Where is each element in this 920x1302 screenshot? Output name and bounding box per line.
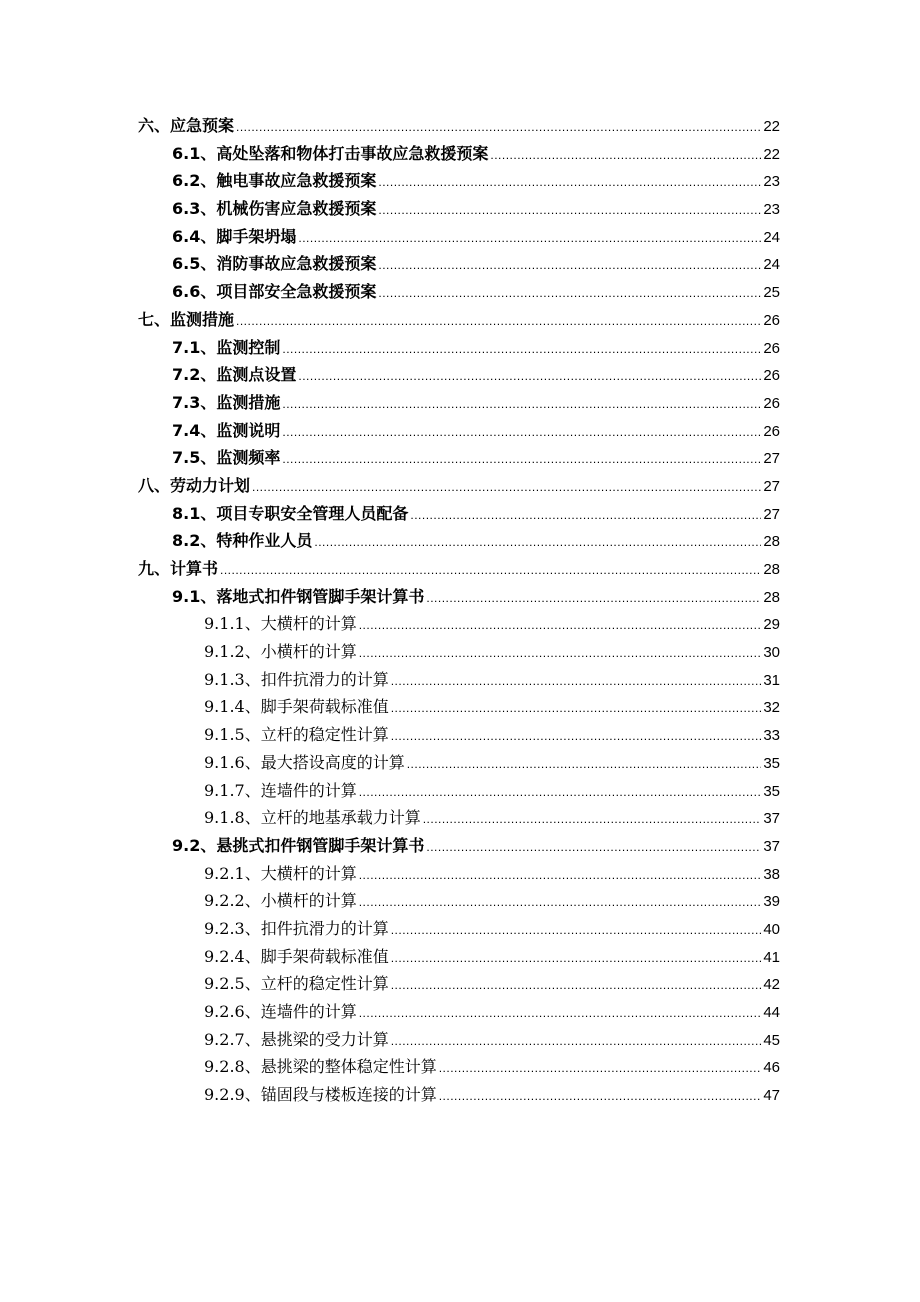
toc-page-number: 42 [763, 976, 780, 994]
toc-entry-title: 7.3、监测措施 [172, 392, 281, 412]
dot-leader [314, 529, 761, 557]
toc-page-number: 44 [763, 1004, 780, 1021]
dot-leader [391, 1028, 762, 1056]
toc-page-number: 32 [763, 699, 780, 717]
dot-leader [391, 945, 762, 973]
dot-leader [391, 723, 762, 751]
toc-entry-title: 8.2、特种作业人员 [172, 531, 313, 551]
toc-entry[interactable] [138, 749, 780, 777]
toc-page-number: 31 [763, 671, 780, 689]
toc-page-number: 37 [763, 837, 780, 855]
dot-leader [391, 972, 762, 1000]
dot-leader [359, 862, 762, 890]
toc-entry-title: 9.1.8、立杆的地基承载力计算 [204, 808, 421, 828]
toc-entry[interactable] [138, 167, 780, 195]
toc-entry-title: 9.2.4、脚手架荷载标准值 [204, 946, 389, 966]
toc-entry-title: 6.4、脚手架坍塌 [172, 226, 297, 246]
table-of-contents [138, 112, 780, 1109]
toc-entry[interactable] [138, 527, 780, 555]
dot-leader [391, 695, 762, 723]
toc-page-number: 26 [763, 394, 780, 412]
toc-entry-title: 6.3、机械伤害应急救援预案 [172, 199, 377, 219]
toc-entry[interactable] [138, 915, 780, 943]
toc-entry-title: 9.1.7、连墙件的计算 [204, 780, 357, 800]
toc-entry-title: 9.2.3、扣件抗滑力的计算 [204, 918, 389, 938]
toc-entry[interactable] [138, 1081, 780, 1109]
toc-page-number: 41 [763, 948, 780, 966]
toc-entry[interactable] [138, 887, 780, 915]
toc-entry[interactable] [138, 278, 780, 306]
toc-entry-title: 9.1.1、大横杆的计算 [204, 614, 357, 634]
toc-entry[interactable] [138, 389, 780, 417]
toc-page-number: 29 [763, 616, 780, 634]
dot-leader [439, 1055, 762, 1083]
toc-entry-title: 9.2.2、小横杆的计算 [204, 891, 357, 911]
toc-entry-title: 9.1.3、扣件抗滑力的计算 [204, 669, 389, 689]
toc-entry[interactable] [138, 306, 780, 334]
toc-entry-title: 6.5、消防事故应急救援预案 [172, 254, 377, 274]
toc-entry-title: 9.2.7、悬挑梁的受力计算 [204, 1029, 389, 1049]
toc-entry-title: 6.1、高处坠落和物体打击事故应急救援预案 [172, 143, 489, 163]
toc-page-number: 37 [763, 810, 780, 828]
toc-page-number: 23 [763, 173, 780, 191]
toc-page-number: 35 [763, 782, 780, 800]
toc-entry[interactable] [138, 970, 780, 998]
toc-entry-title: 9.2.5、立杆的稳定性计算 [204, 974, 389, 994]
dot-leader [298, 363, 761, 391]
toc-entry[interactable] [138, 666, 780, 694]
toc-entry-title: 9.1、落地式扣件钢管脚手架计算书 [172, 586, 425, 606]
toc-entry[interactable] [138, 472, 780, 500]
dot-leader [298, 225, 761, 253]
dot-leader [236, 308, 761, 336]
toc-entry[interactable] [138, 804, 780, 832]
toc-page-number: 33 [763, 727, 780, 745]
toc-page-number: 23 [763, 201, 780, 219]
toc-page-number: 47 [763, 1087, 780, 1105]
dot-leader [391, 917, 762, 945]
toc-page-number: 28 [763, 561, 780, 578]
toc-entry[interactable] [138, 444, 780, 472]
dot-leader [407, 751, 762, 779]
dot-leader [359, 779, 762, 807]
dot-leader [220, 557, 761, 585]
toc-page-number: 26 [763, 339, 780, 357]
toc-entry[interactable] [138, 140, 780, 168]
toc-entry[interactable] [138, 334, 780, 362]
toc-entry-title: 6.2、触电事故应急救援预案 [172, 171, 377, 191]
dot-leader [282, 446, 761, 474]
toc-page-number: 27 [763, 505, 780, 523]
dot-leader [410, 502, 761, 530]
toc-entry-title: 9.1.6、最大搭设高度的计算 [204, 752, 405, 772]
toc-page-number: 26 [763, 367, 780, 385]
toc-entry[interactable] [138, 250, 780, 278]
dot-leader [359, 612, 762, 640]
dot-leader [359, 640, 762, 668]
dot-leader [426, 834, 761, 862]
toc-page-number: 30 [763, 644, 780, 662]
toc-entry[interactable] [138, 583, 780, 611]
toc-entry[interactable] [138, 195, 780, 223]
toc-entry[interactable] [138, 500, 780, 528]
dot-leader [236, 114, 761, 142]
toc-entry[interactable] [138, 610, 780, 638]
toc-entry[interactable] [138, 112, 780, 140]
toc-entry-title: 7.5、监测频率 [172, 448, 281, 468]
toc-entry-title: 7.2、监测点设置 [172, 365, 297, 385]
toc-page-number: 40 [763, 920, 780, 938]
toc-page-number: 22 [763, 118, 780, 135]
toc-entry[interactable] [138, 1026, 780, 1054]
dot-leader [426, 585, 761, 613]
toc-entry-title: 7.1、监测控制 [172, 337, 281, 357]
toc-entry-title: 6.6、项目部安全急救援预案 [172, 282, 377, 302]
toc-entry[interactable] [138, 943, 780, 971]
dot-leader [490, 142, 761, 170]
toc-entry-title: 9.1.4、脚手架荷载标准值 [204, 697, 389, 717]
toc-page-number: 26 [763, 311, 780, 329]
toc-page-number: 45 [763, 1031, 780, 1049]
toc-entry[interactable] [138, 693, 780, 721]
toc-page-number: 26 [763, 422, 780, 440]
toc-entry[interactable] [138, 223, 780, 251]
toc-entry[interactable] [138, 721, 780, 749]
toc-page-number: 39 [763, 893, 780, 911]
toc-entry-title: 9.2.6、连墙件的计算 [204, 1002, 357, 1021]
toc-entry-title: 八、劳动力计划 [138, 475, 251, 495]
toc-entry-title: 六、应急预案 [138, 116, 235, 135]
toc-entry[interactable] [138, 860, 780, 888]
toc-entry[interactable] [138, 832, 780, 860]
toc-page-number: 27 [763, 477, 780, 495]
toc-entry-title: 七、监测措施 [138, 309, 235, 329]
toc-entry-title: 9.1.5、立杆的稳定性计算 [204, 725, 389, 745]
toc-page-number: 28 [763, 588, 780, 606]
dot-leader [378, 252, 761, 280]
toc-page-number: 25 [763, 284, 780, 302]
dot-leader [378, 169, 761, 197]
dot-leader [282, 391, 761, 419]
toc-entry[interactable] [138, 638, 780, 666]
dot-leader [359, 1000, 762, 1028]
toc-entry-title: 9.2.1、大横杆的计算 [204, 863, 357, 883]
toc-entry-title: 9.1.2、小横杆的计算 [204, 642, 357, 662]
toc-page-number: 46 [763, 1059, 780, 1077]
toc-page-number: 24 [763, 228, 780, 246]
toc-page-number: 38 [763, 865, 780, 883]
toc-page-number: 27 [763, 450, 780, 468]
toc-entry-title: 7.4、监测说明 [172, 420, 281, 440]
dot-leader [359, 889, 762, 917]
toc-entry-title: 9.2.8、悬挑梁的整体稳定性计算 [204, 1057, 437, 1077]
toc-entry-title: 九、计算书 [138, 559, 219, 578]
dot-leader [282, 336, 761, 364]
toc-page-number: 28 [763, 533, 780, 551]
toc-page-number: 22 [763, 145, 780, 163]
dot-leader [439, 1083, 762, 1111]
dot-leader [391, 668, 762, 696]
dot-leader [378, 280, 761, 308]
toc-entry-title: 9.2.9、锚固段与楼板连接的计算 [204, 1085, 437, 1105]
toc-entry[interactable] [138, 998, 780, 1026]
dot-leader [282, 419, 761, 447]
toc-entry-title: 8.1、项目专职安全管理人员配备 [172, 503, 409, 523]
toc-page-number: 24 [763, 256, 780, 274]
toc-entry[interactable] [138, 777, 780, 805]
toc-entry[interactable] [138, 555, 780, 583]
dot-leader [423, 806, 762, 834]
toc-entry[interactable] [138, 1053, 780, 1081]
dot-leader [378, 197, 761, 225]
toc-page-number: 35 [763, 754, 780, 772]
dot-leader [252, 474, 761, 502]
toc-entry-title: 9.2、悬挑式扣件钢管脚手架计算书 [172, 835, 425, 855]
toc-entry[interactable] [138, 417, 780, 445]
toc-entry[interactable] [138, 361, 780, 389]
